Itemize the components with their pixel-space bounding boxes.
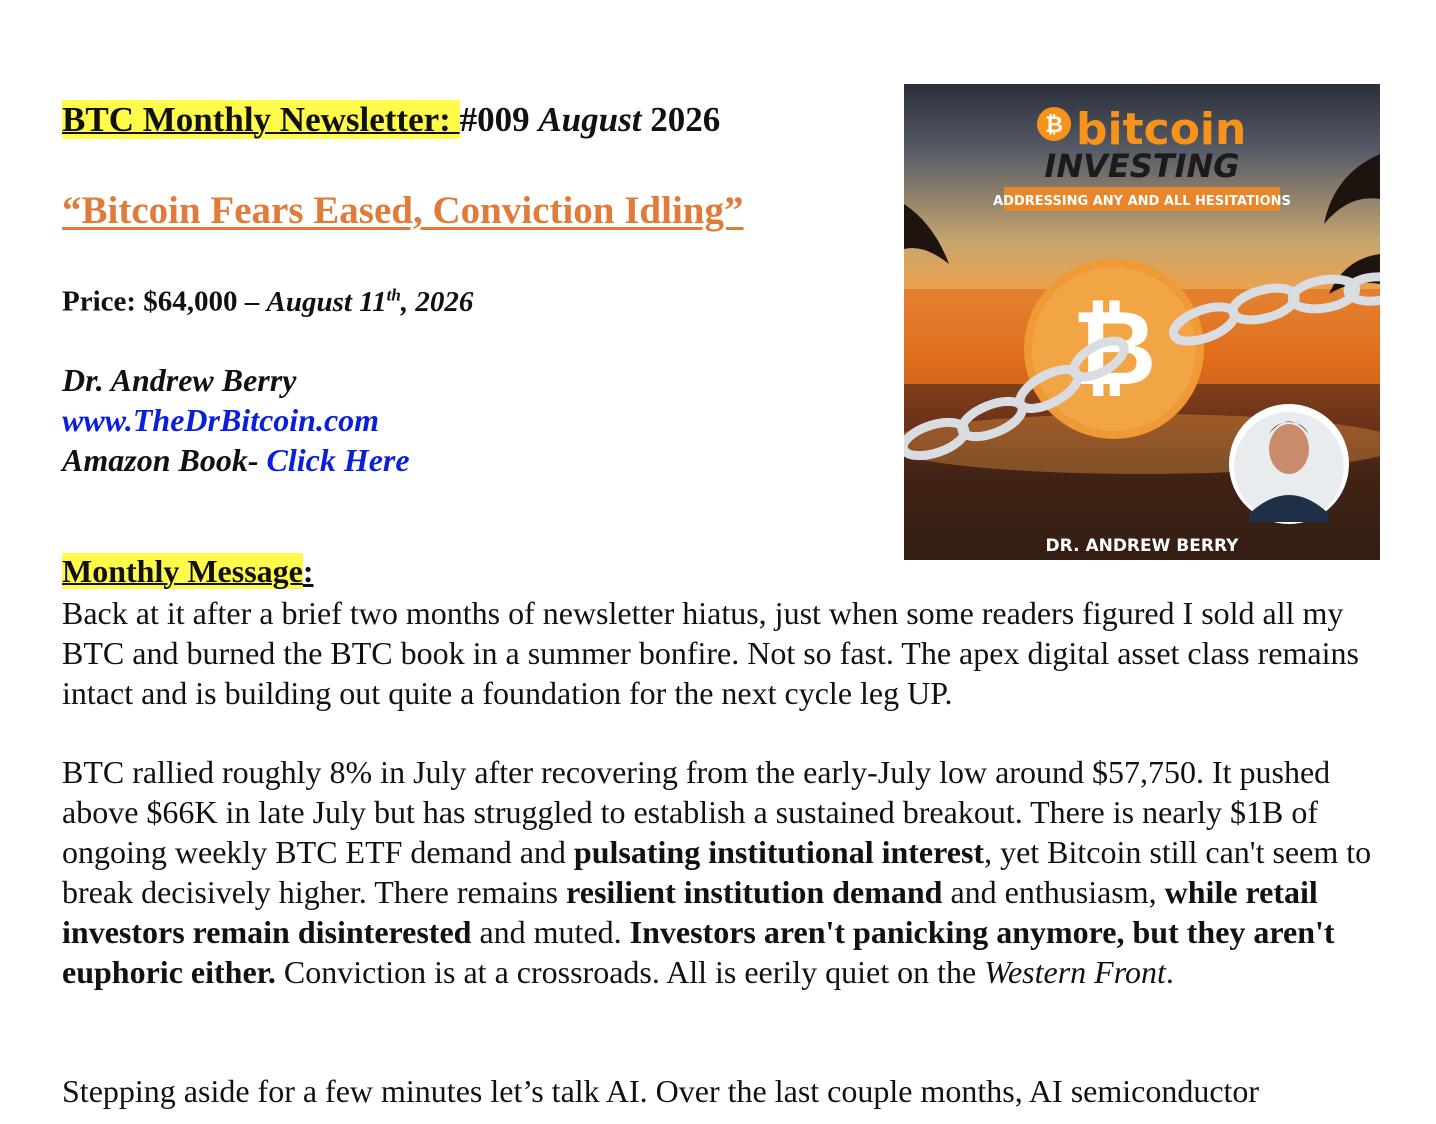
paragraph-market-italic: Western Front (984, 954, 1166, 990)
palm-left-icon (904, 204, 949, 264)
newsletter-header (62, 100, 720, 140)
price-label: Price: $64,000 – (62, 285, 267, 318)
book-label: Amazon Book- (62, 442, 267, 478)
paragraph-ai: Stepping aside for a few minutes let’s talk AI. Over the last couple months, AI semiconductor (62, 1073, 1260, 1109)
paragraph-market-bold-2: resilient institution demand (566, 874, 943, 910)
paragraph-market-text-6: . (1165, 954, 1174, 990)
paragraph-market-bold-1: pulsating institutional interest (573, 834, 985, 870)
book-cover-image (904, 84, 1380, 560)
paragraph-market-bold-4: Investors aren't panicking anymore, but they aren't euphoric either. (62, 914, 1335, 990)
book-cover-art (904, 84, 1380, 560)
paragraph-market-bold-3: while retail investors remain disinterested (62, 874, 1318, 950)
bitcoin-symbol: ₿ (1071, 287, 1157, 409)
price-line (62, 285, 473, 319)
paragraph-intro: Back at it after a brief two months of newsletter hiatus, just when some readers figured I sold all my BTC and burned the BTC book in a summer bonfire. Not so fast. The apex digital asset class remains intact and is building out quite a foundation for the next cycle leg UP. (62, 595, 1359, 711)
issue-year: 2026 (641, 100, 721, 139)
palm-right-icon (1324, 154, 1380, 224)
issue-number: #009 (459, 100, 539, 139)
paragraph-market-text-1: BTC rallied roughly 8% in July after recovering from the early-July low around $57,750. It pushed above $66K in late July but has struggled to establish a sustained breakout. There is nearly $1B of ongoing weekly BTC ETF demand and (62, 754, 1331, 870)
cover-author: DR. ANDREW BERRY (1045, 536, 1239, 556)
price-date-suffix: th (386, 285, 401, 304)
website-link[interactable]: www.TheDrBitcoin.com (62, 402, 380, 438)
paragraph-market-text-4: and muted. (471, 914, 630, 950)
newsletter-label: BTC Monthly Newsletter: (62, 100, 460, 139)
author-face (1269, 424, 1309, 474)
price-date-year: , 2026 (400, 285, 474, 318)
bitcoin-logo-symbol: ₿ (1045, 113, 1063, 138)
author-block (62, 360, 410, 480)
paragraph-market-text-2: , yet Bitcoin still can't seem to break decisively higher. There remains (62, 834, 1372, 910)
book-link[interactable]: Click Here (266, 442, 410, 478)
monthly-message-title: Monthly Message (62, 553, 303, 589)
cover-title-top: bitcoin (1076, 104, 1247, 155)
cover-title-main: INVESTING (1044, 147, 1240, 185)
price-date (267, 286, 474, 318)
monthly-message-heading (62, 553, 314, 590)
author-name: Dr. Andrew Berry (62, 362, 297, 398)
paragraph-market-text-5: Conviction is at a crossroads. All is eerily quiet on the (275, 954, 985, 990)
newsletter-headline: “Bitcoin Fears Eased, Conviction Idling” (62, 189, 744, 232)
price-date-main: August 11 (266, 285, 387, 318)
cover-subtitle: ADDRESSING ANY AND ALL HESITATIONS (993, 194, 1291, 209)
monthly-message-colon: : (302, 553, 314, 589)
issue-month: August (538, 100, 642, 139)
paragraph-market-text-3: and enthusiasm, (942, 874, 1165, 910)
paragraph-market (62, 752, 1392, 992)
